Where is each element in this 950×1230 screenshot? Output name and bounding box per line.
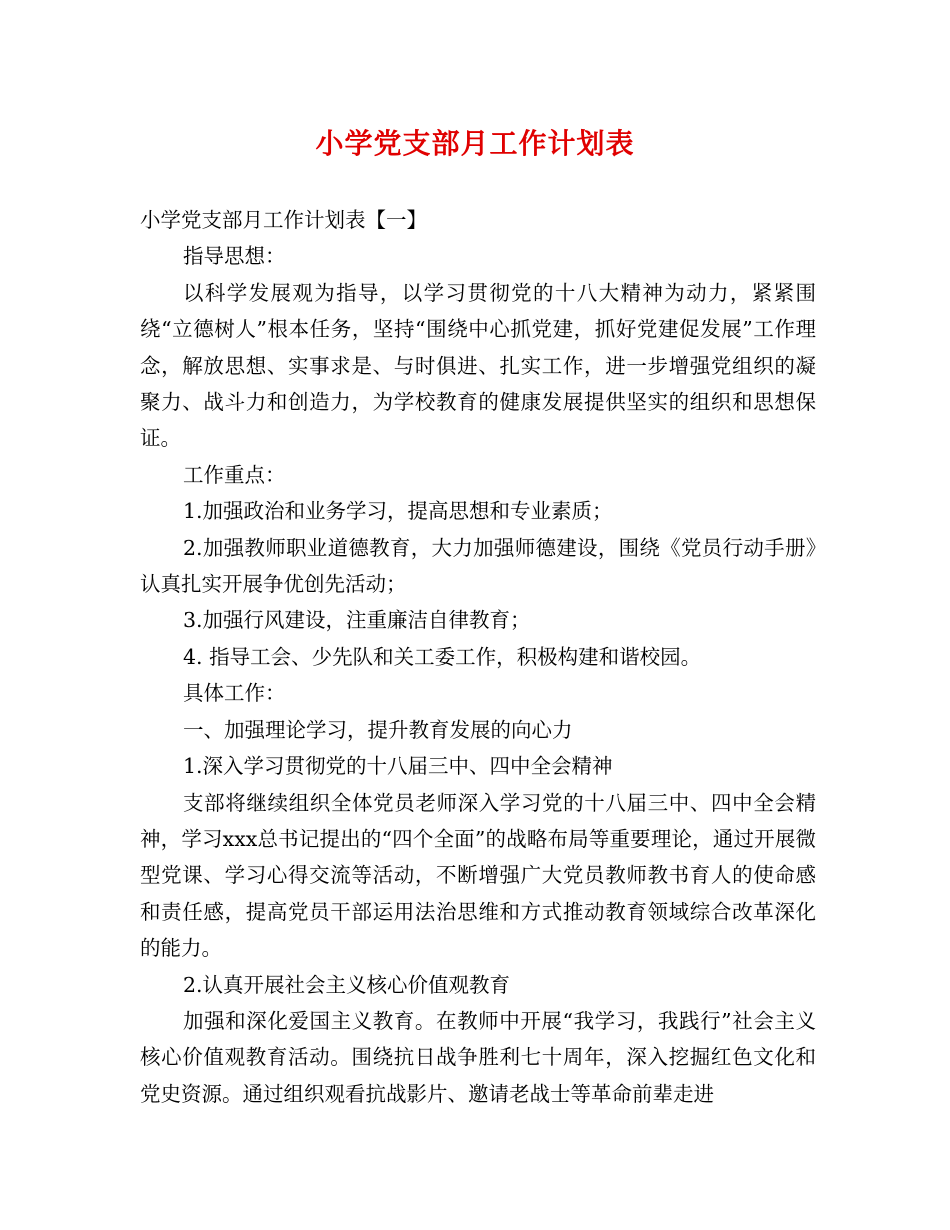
item-1-heading: 1.深入学习贯彻党的十八届三中、四中全会精神 bbox=[183, 754, 613, 779]
item-1-paragraph: 支部将继续组织全体党员老师深入学习党的十八届三中、四中全会精神，学习xxx总书记提出的“四个全面”的战略布局等重要理论，通过开展微型党课、学习心得交流等活动，不断增强广大党员教师教书育人的使命感和责任感，提高党员干部运用法治思维和方式推动教育领域综合改革深化的能力。 bbox=[140, 790, 816, 961]
list-item-1: 1.加强政治和业务学习，提高思想和专业素质； bbox=[183, 499, 613, 524]
item-2-heading: 2.认真开展社会主义核心价值观教育 bbox=[183, 972, 511, 997]
list-item-4: 4. 指导工会、少先队和关工委工作，积极构建和谐校园。 bbox=[183, 644, 702, 669]
section-one-heading: 一、加强理论学习，提升教育发展的向心力 bbox=[183, 717, 573, 742]
subheading-work-focus: 工作重点： bbox=[183, 462, 286, 487]
document-title: 小学党支部月工作计划表 bbox=[315, 127, 635, 160]
list-item-3: 3.加强行风建设，注重廉洁自律教育； bbox=[183, 608, 531, 633]
document-body bbox=[140, 202, 816, 1112]
subheading-guiding-thought: 指导思想： bbox=[183, 244, 286, 269]
subheading-specific-work: 具体工作： bbox=[183, 681, 286, 706]
item-2-paragraph: 加强和深化爱国主义教育。在教师中开展“我学习，我践行”社会主义核心价值观教育活动。围绕抗日战争胜利七十周年，深入挖掘红色文化和党史资源。通过组织观看抗战影片、邀请老战士等革命前辈走进 bbox=[140, 1008, 816, 1106]
list-item-2: 2.加强教师职业道德教育，大力加强师德建设，围绕《党员行动手册》认真扎实开展争优创先活动； bbox=[140, 535, 816, 597]
paragraph-guiding-thought: 以科学发展观为指导，以学习贯彻党的十八大精神为动力，紧紧围绕“立德树人”根本任务，坚持“围绕中心抓党建，抓好党建促发展”工作理念，解放思想、实事求是、与时俱进、扎实工作，进一步增强党组织的凝聚力、战斗力和创造力，为学校教育的健康发展提供坚实的组织和思想保证。 bbox=[140, 280, 816, 451]
section-heading: 小学党支部月工作计划表【一】 bbox=[140, 208, 427, 232]
